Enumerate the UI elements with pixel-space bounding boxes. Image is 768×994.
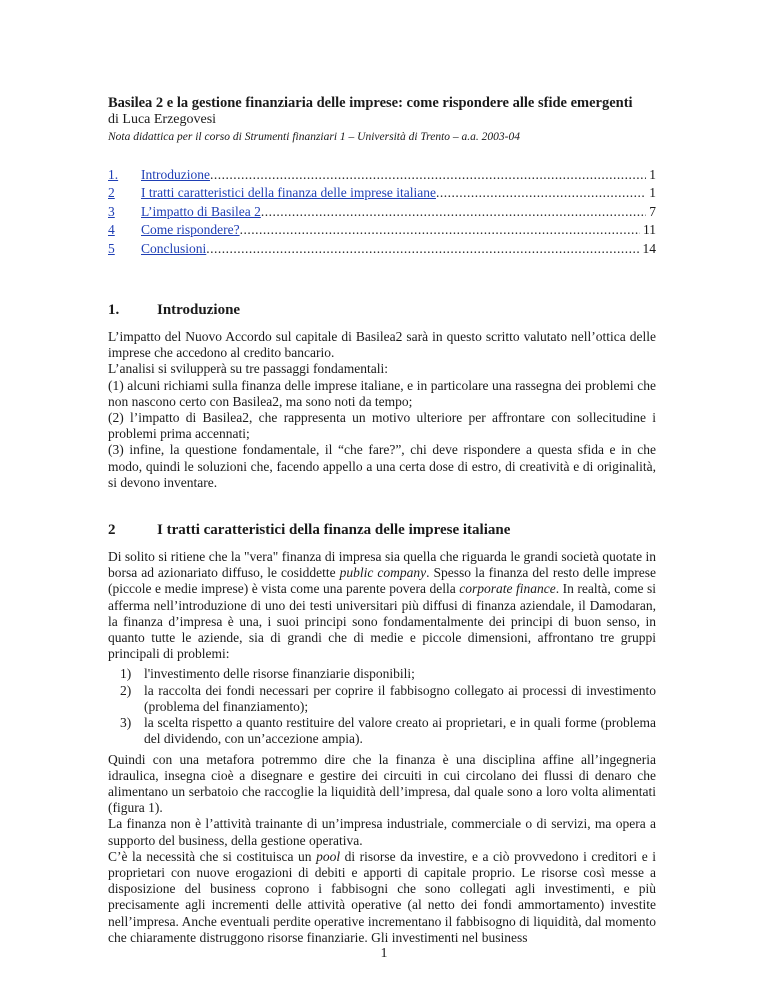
- paragraph: [108, 549, 656, 662]
- toc-entry-link[interactable]: Conclusioni: [141, 240, 207, 256]
- paragraph: L’impatto del Nuovo Accordo sul capitale di Basilea2 sarà in questo scritto valutato nell’ottica delle imprese che accedono al credito bancario.: [108, 329, 656, 361]
- toc-entry-number[interactable]: 3: [108, 203, 115, 219]
- italic-term: pool: [316, 848, 341, 864]
- toc-leader-dots: [261, 203, 646, 221]
- toc-entry-link[interactable]: Come rispondere?: [141, 222, 240, 238]
- toc-leader-dots: [206, 240, 639, 258]
- document-title: Basilea 2 e la gestione finanziaria delle imprese: come rispondere alle sfide emergenti: [108, 95, 633, 111]
- paragraph: La finanza non è l’attività trainante di un’impresa industriale, commerciale o di servizi, ma opera a supporto del business, della gestione operativa.: [108, 816, 656, 848]
- paragraph: Quindi con una metafora potremmo dire che la finanza è una disciplina affine all’ingegneria idraulica, insegna cioè a disegnare e gestire dei circuiti in cui circolano dei flussi di denaro che alimentano un serbatoio che raccoglie la liquidità dell’impresa, dal quale sono a loro volta alimentati (figura 1).: [108, 751, 656, 816]
- toc-entry-number[interactable]: 4: [108, 222, 115, 238]
- list-item-text: la scelta rispetto a quanto restituire del valore creato ai proprietari, e in quali forme (problema del dividendo, con un’accezione ampia).: [144, 715, 656, 747]
- paragraph: L’analisi si svilupperà su tre passaggi fondamentali:: [108, 361, 388, 377]
- section-body: [108, 329, 656, 491]
- paragraph: (1) alcuni richiami sulla finanza delle imprese italiane, e in particolare una rassegna dei problemi che non nascono certo con Basilea2, ma sono noti da tempo;: [108, 377, 656, 409]
- toc-entry-page: 7: [649, 203, 656, 219]
- section-number: 2: [108, 522, 116, 539]
- toc-entry-page: 1: [649, 167, 656, 182]
- section-title: I tratti caratteristici della finanza delle imprese italiane: [157, 522, 511, 539]
- italic-term: public company: [339, 565, 427, 581]
- toc-entry[interactable]: [108, 184, 656, 202]
- list-item-number: 3): [120, 715, 132, 731]
- toc-entry-page: 1: [649, 185, 656, 201]
- list-item-text: l'investimento delle risorse finanziarie disponibili;: [144, 666, 415, 682]
- list-item: [108, 683, 656, 715]
- toc-entry-link[interactable]: Introduzione: [141, 167, 210, 182]
- toc-leader-dots: [210, 166, 646, 184]
- text-run: di risorse da investire, e a ciò provvedono i creditori e i proprietari con nuove erogazioni di debiti e apporti di capitale proprio. Le risorse così messe a disposizione del business coprono i fabbisogni che sono collegati agli investimenti, e più precisamente agli incrementi delle attività operative (al netto dei fondi ammortamento) investite nell’impresa. Anche eventuali perdite operative incrementano il fabbisogno di liquidità, dal momento che chiaramente distruggono risorse finanziarie. Gli investimenti nel business: [108, 848, 656, 945]
- document-author: di Luca Erzegovesi: [108, 112, 217, 127]
- table-of-contents: [108, 166, 656, 258]
- text-run: C’è la necessità che si costituisca un: [108, 848, 317, 864]
- section-heading-introduzione: [108, 301, 656, 319]
- section-number: 1.: [108, 302, 120, 319]
- list-item-number: 1): [120, 666, 132, 682]
- italic-term: corporate finance: [459, 581, 556, 597]
- toc-entry-number[interactable]: 5: [108, 240, 115, 256]
- list-item-text: la raccolta dei fondi necessari per coprire il fabbisogno collegato ai processi di investimento (problema del finanziamento);: [144, 682, 656, 714]
- list-item: [108, 715, 656, 747]
- text-run: . In realtà, come si afferma nell’introduzione di uno dei testi universitari più diffusi di finanza aziendale, il Damodaran, la finanza d’impresa è una, i suoi principi sono fondamentalmente dei principi di buon senso, in quanto tutte le aziende, sia di grandi che di medie e piccole dimensioni, affrontano tre gruppi principali di problemi:: [108, 581, 656, 662]
- paragraph: (2) l’impatto di Basilea2, che rappresenta un motivo ulteriore per affrontare con sollecitudine i problemi prima accennati;: [108, 410, 656, 442]
- toc-entry-page: 11: [643, 222, 656, 238]
- toc-entry[interactable]: [108, 203, 656, 221]
- toc-leader-dots: [436, 184, 646, 202]
- section-body: [108, 549, 656, 946]
- list-item-number: 2): [120, 682, 132, 698]
- toc-leader-dots: [240, 221, 640, 239]
- document-subtitle: Nota didattica per il corso di Strumenti finanziari 1 – Università di Trento – a.a. 2003-04: [108, 131, 520, 143]
- paragraph: (3) infine, la questione fondamentale, il “che fare?”, chi deve rispondere a questa sfida e in che modo, quindi le soluzioni che, facendo appello a una certa dose di estro, di creatività e di originalità, si devono inventare.: [108, 442, 656, 490]
- list-item: [108, 666, 656, 682]
- section-heading-tratti-caratteristici: [108, 521, 656, 539]
- page-content: [108, 95, 656, 946]
- text-run: . Spesso la finanza del resto delle imprese (piccole e medie imprese) è vista come una parente povera della: [108, 565, 656, 597]
- section-title: Introduzione: [157, 302, 241, 319]
- toc-entry-number[interactable]: 2: [108, 185, 115, 201]
- text-run: Di solito si ritiene che la "vera" finanza di impresa sia quella che riguarda le grandi società quotate in borsa ad azionariato diffuso, le cosiddette: [108, 549, 656, 581]
- page-number: 1: [380, 946, 388, 961]
- toc-entry-link[interactable]: I tratti caratteristici della finanza delle imprese italiane: [141, 185, 436, 201]
- numbered-list: [108, 666, 656, 747]
- toc-entry-link[interactable]: L’impatto di Basilea 2: [141, 203, 261, 219]
- toc-entry[interactable]: [108, 166, 656, 184]
- toc-entry-number[interactable]: 1.: [108, 167, 119, 182]
- paragraph: [108, 849, 656, 946]
- toc-entry[interactable]: [108, 240, 656, 258]
- toc-entry[interactable]: [108, 221, 656, 239]
- toc-entry-page: 14: [642, 240, 656, 256]
